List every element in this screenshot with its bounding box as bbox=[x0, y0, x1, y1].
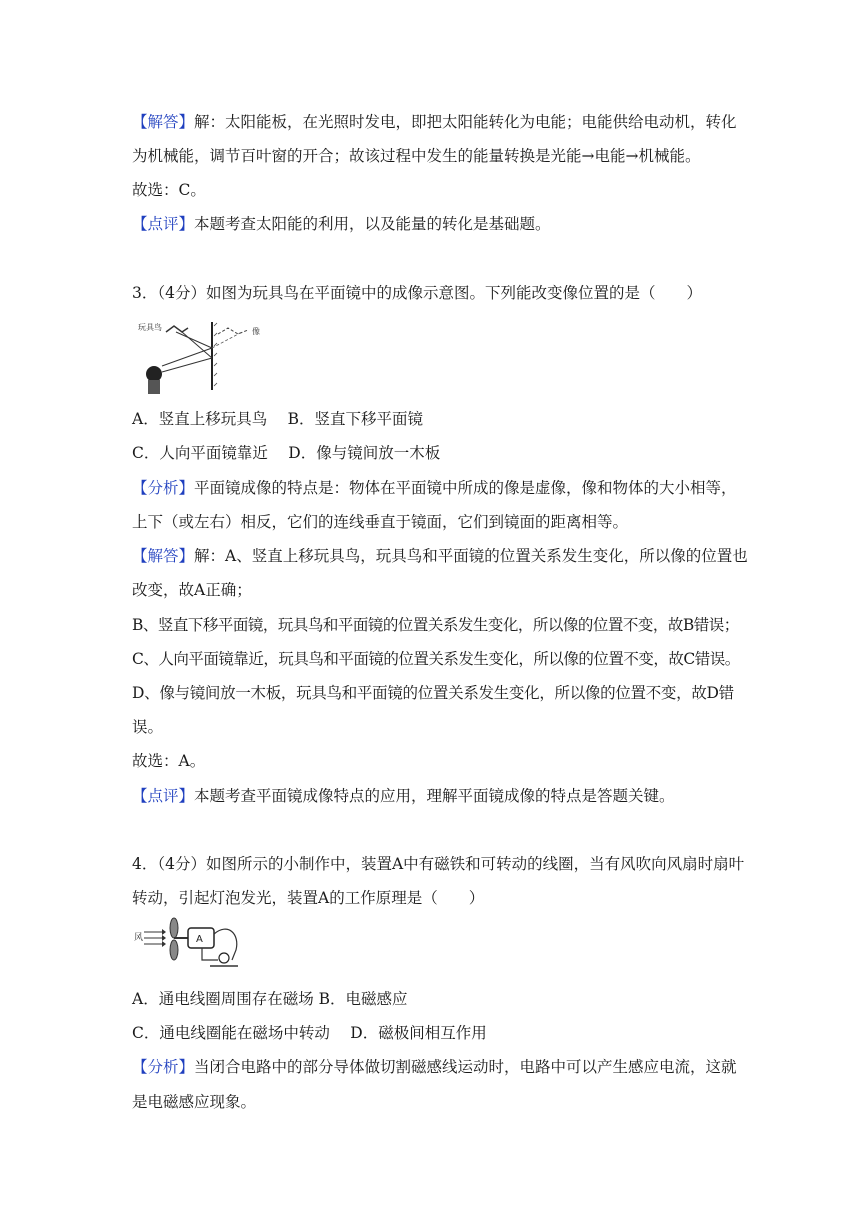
q4-analysis-line2: 是电磁感应现象。 bbox=[132, 1093, 257, 1111]
review-tag: 【点评】 bbox=[132, 787, 195, 805]
q3-answer-line3: B、竖直下移平面镜，玩具鸟和平面镜的位置关系发生变化，所以像的位置不变，故B错误； bbox=[132, 616, 739, 634]
q3-answer-line6: 误。 bbox=[132, 718, 164, 736]
q3-options-2: C．人向平面镜靠近 D．像与镜间放一木板 bbox=[132, 444, 441, 462]
fan-blade-bottom bbox=[170, 940, 178, 960]
q2-review: 【点评】本题考查太阳能的利用，以及能量的转化是基础题。 bbox=[132, 215, 551, 233]
fan-blade-top bbox=[170, 918, 178, 938]
q2-answer-line1: 【解答】解：太阳能板，在光照时发电，即把太阳能转化为电能；电能供给电动机，转化 bbox=[132, 113, 737, 131]
bird-label: 玩具鸟 bbox=[138, 323, 162, 332]
q3-answer-line1: 【解答】解：A、竖直上移玩具鸟，玩具鸟和平面镜的位置关系发生变化，所以像的位置也 bbox=[132, 547, 748, 565]
q3-stem: 3．（4分）如图为玩具鸟在平面镜中的成像示意图。下列能改变像位置的是（ ） bbox=[132, 284, 702, 302]
answer-tag: 【解答】 bbox=[132, 113, 195, 131]
q3-choose: 故选：A。 bbox=[132, 752, 206, 770]
review-tag: 【点评】 bbox=[132, 215, 195, 233]
image-label: 像 bbox=[252, 327, 260, 336]
q3-analysis-line1: 【分析】平面镜成像的特点是：物体在平面镜中所成的像是虚像，像和物体的大小相等， bbox=[132, 479, 737, 497]
q4-options-1: A．通电线圈周围存在磁场 B．电磁感应 bbox=[132, 990, 408, 1008]
q3-review: 【点评】本题考查平面镜成像特点的应用，理解平面镜成像的特点是答题关键。 bbox=[132, 787, 675, 805]
analysis-tag: 【分析】 bbox=[132, 479, 195, 497]
device-a-label: A bbox=[196, 934, 203, 945]
wind-label: 风 bbox=[134, 933, 144, 943]
q2-answer-line2: 为机械能，调节百叶窗的开合；故该过程中发生的能量转换是光能→电能→机械能。 bbox=[132, 147, 701, 165]
q3-answer-line2: 改变，故A正确； bbox=[132, 581, 252, 599]
q4-stem-line2: 转动，引起灯泡发光，装置A的工作原理是（ ） bbox=[132, 889, 485, 907]
q4-analysis-line1: 【分析】当闭合电路中的部分导体做切割磁感线运动时，电路中可以产生感应电流，这就 bbox=[132, 1058, 737, 1076]
q2-choose: 故选：C。 bbox=[132, 181, 206, 199]
person-head bbox=[146, 366, 162, 382]
generator-figure bbox=[132, 916, 242, 972]
answer-tag: 【解答】 bbox=[132, 547, 195, 565]
q3-answer-line4: C、人向平面镜靠近，玩具鸟和平面镜的位置关系发生变化，所以像的位置不变，故C错误。 bbox=[132, 650, 740, 668]
analysis-tag: 【分析】 bbox=[132, 1058, 195, 1076]
virtual-image bbox=[218, 328, 248, 334]
q3-analysis-line2: 上下（或左右）相反，它们的连线垂直于镜面，它们到镜面的距离相等。 bbox=[132, 513, 629, 531]
toy-bird bbox=[166, 326, 188, 332]
q3-options-1: A．竖直上移玩具鸟 B．竖直下移平面镜 bbox=[132, 410, 424, 428]
q3-answer-line5: D、像与镜间放一木板，玩具鸟和平面镜的位置关系发生变化，所以像的位置不变，故D错 bbox=[132, 684, 734, 702]
q4-options-2: C．通电线圈能在磁场中转动 D．磁极间相互作用 bbox=[132, 1024, 487, 1042]
bulb-icon bbox=[219, 953, 229, 963]
mirror-figure bbox=[132, 318, 272, 396]
q4-stem-line1: 4．（4分）如图所示的小制作中，装置A中有磁铁和可转动的线圈，当有风吹向风扇时扇叶 bbox=[132, 855, 745, 873]
